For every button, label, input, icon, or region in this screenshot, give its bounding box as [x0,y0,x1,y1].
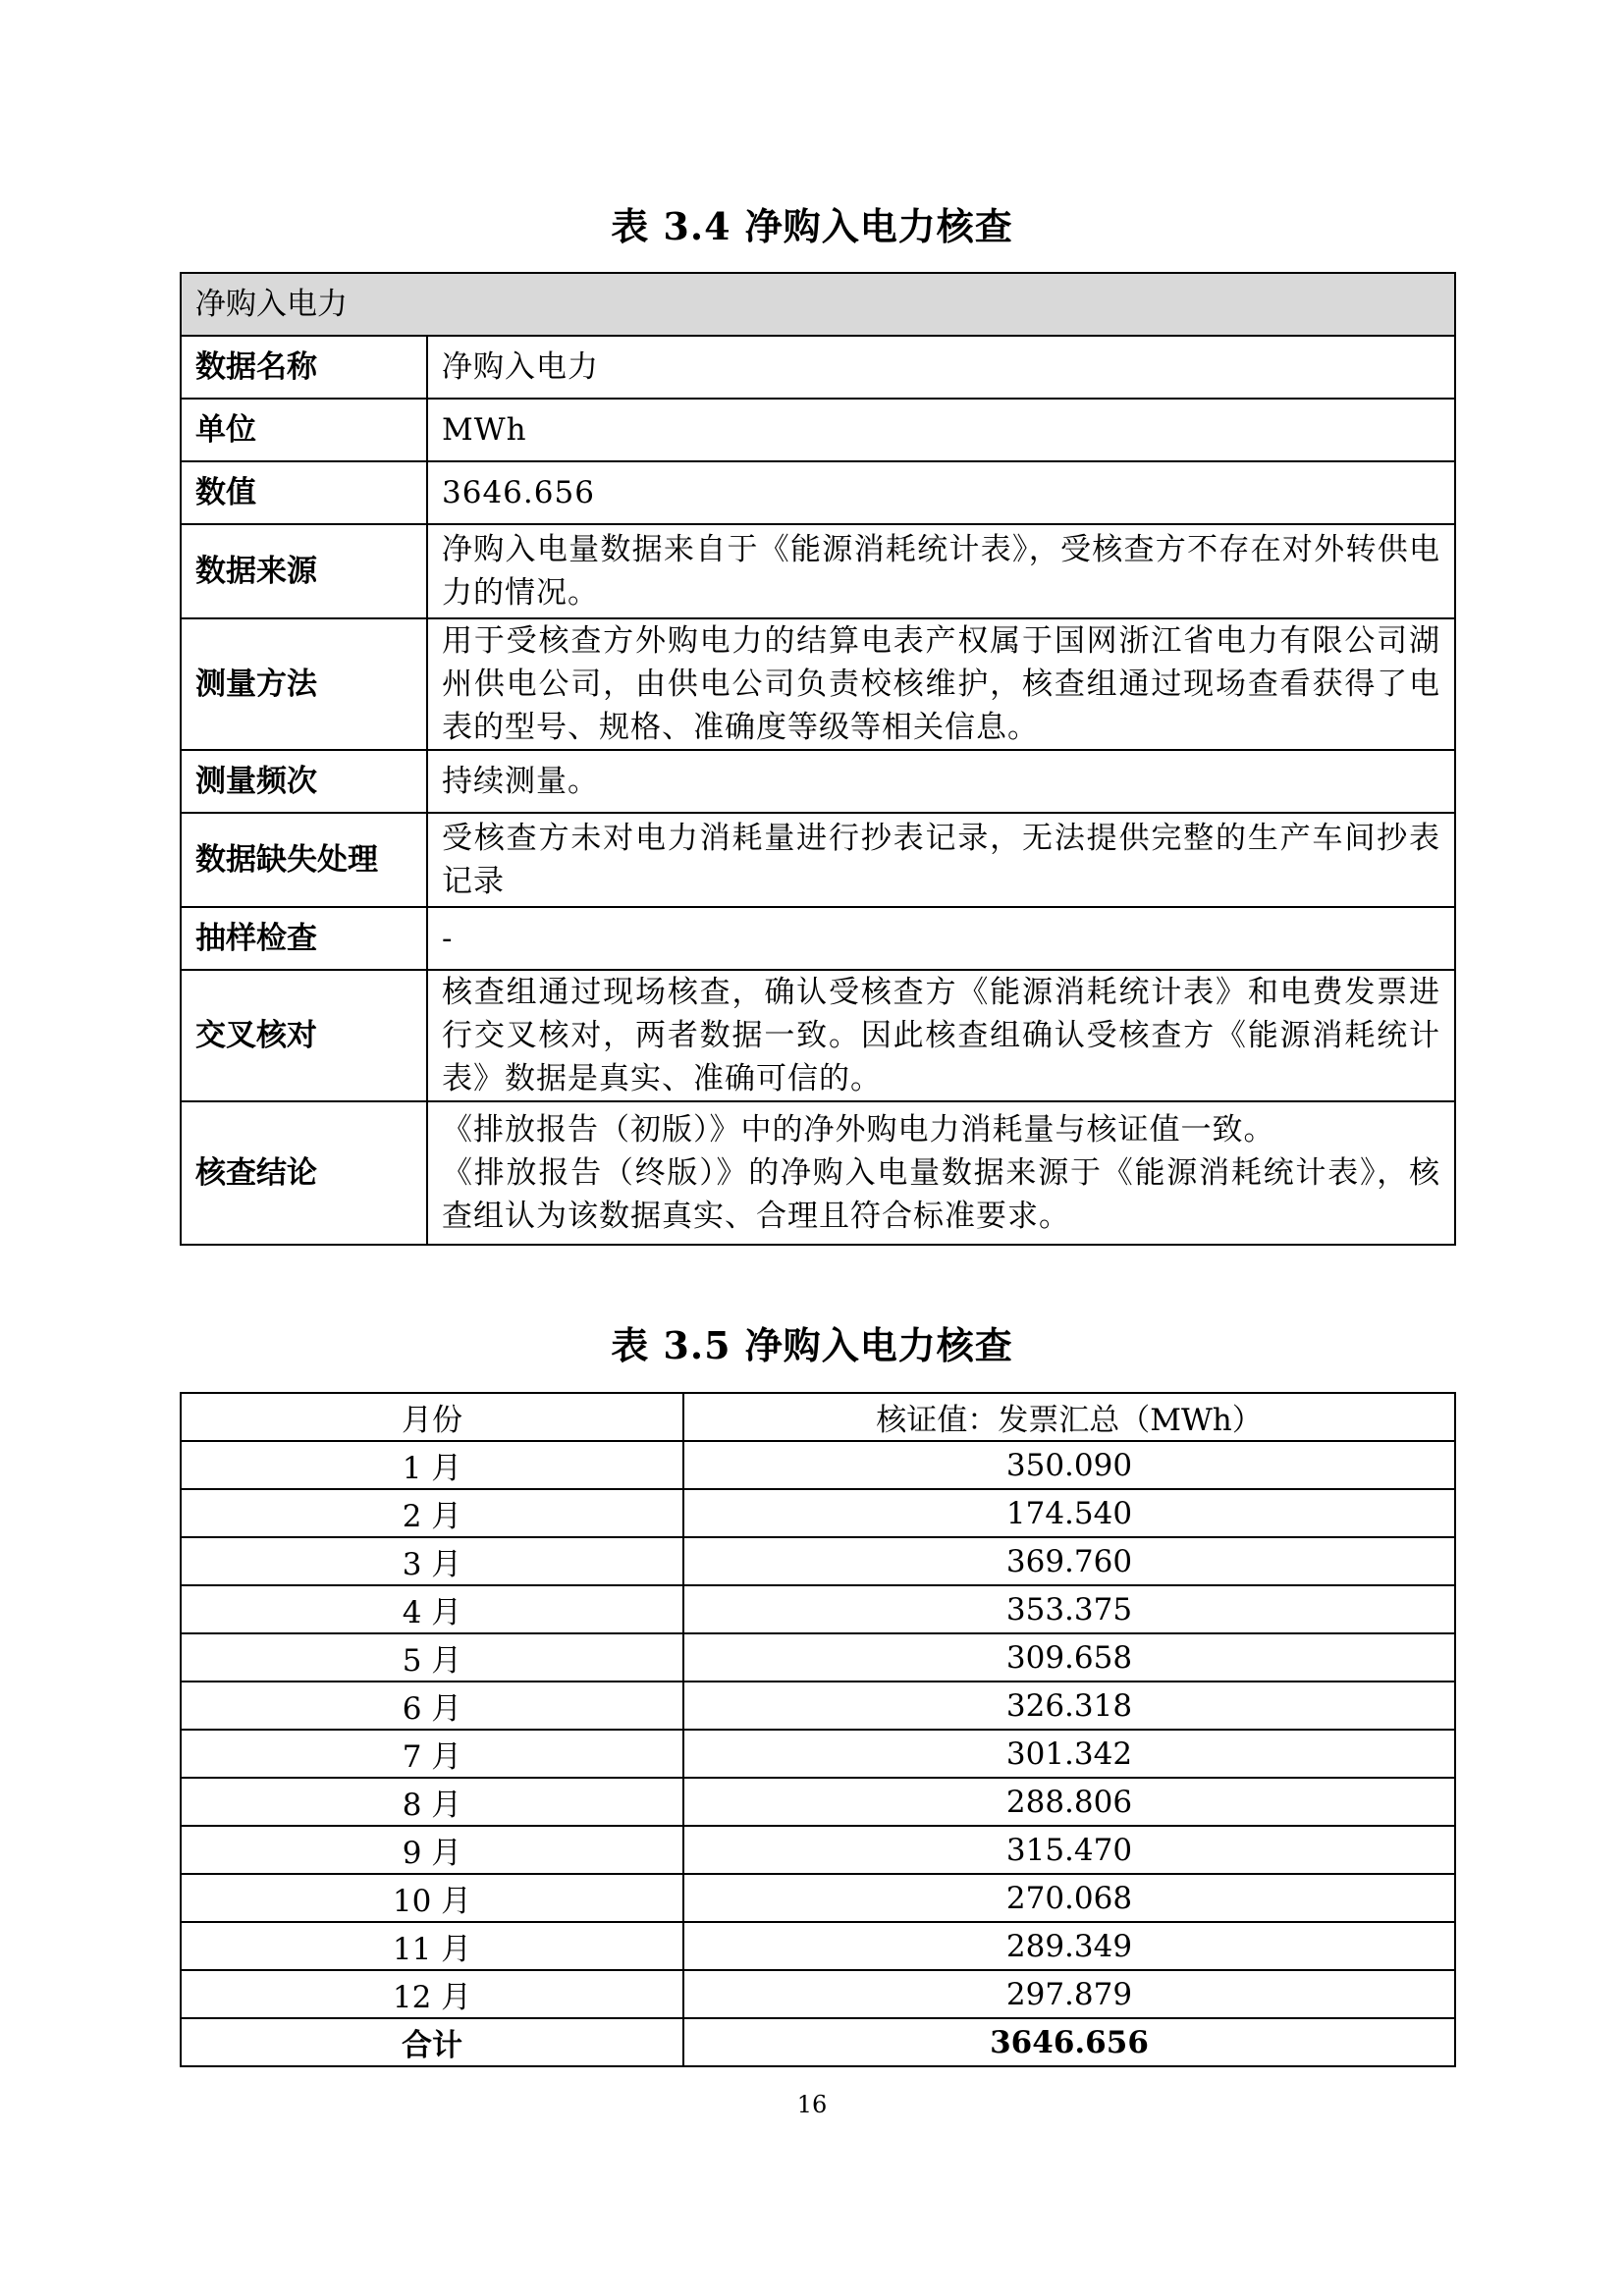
table-row [181,1633,1455,1682]
table-row [181,1489,1455,1537]
section-header: 净购入电力 [181,273,1455,336]
conclusion-paragraph-final: 《排放报告（终版）》的净购入电量数据来源于《能源消耗统计表》，核查组认为该数据真实、合理且符合标准要求。 [442,1155,1440,1234]
month-cell: 7 月 [181,1730,683,1778]
table-row [181,461,1455,524]
net-purchased-electricity-check-table [180,272,1456,1246]
row-value: 用于受核查方外购电力的结算电表产权属于国网浙江省电力有限公司湖州供电公司，由供电公司负责校核维护，核查组通过现场查看获得了电表的型号、规格、准确度等级等相关信息。 [427,618,1455,750]
row-label: 数据缺失处理 [181,813,427,907]
row-label: 数据来源 [181,524,427,618]
column-header-month: 月份 [181,1393,683,1441]
row-value: MWh [427,399,1455,461]
month-cell: 11 月 [181,1922,683,1970]
table-row [181,1970,1455,2018]
value-cell: 288.806 [683,1778,1455,1826]
table-row [181,336,1455,399]
month-cell: 6 月 [181,1682,683,1730]
value-cell: 270.068 [683,1874,1455,1922]
row-value: 核查组通过现场核查，确认受核查方《能源消耗统计表》和电费发票进行交叉核对，两者数据一致。因此核查组确认受核查方《能源消耗统计表》数据是真实、准确可信的。 [427,970,1455,1101]
table-row [181,524,1455,618]
value-cell: 309.658 [683,1633,1455,1682]
table-row [181,1778,1455,1826]
table-row [181,970,1455,1101]
row-value: 3646.656 [427,461,1455,524]
value-cell: 353.375 [683,1585,1455,1633]
value-cell: 174.540 [683,1489,1455,1537]
row-value [427,1101,1455,1245]
row-value: 受核查方未对电力消耗量进行抄表记录，无法提供完整的生产车间抄表记录 [427,813,1455,907]
table-row [181,1585,1455,1633]
row-label: 抽样检查 [181,907,427,970]
page-number: 16 [796,2091,828,2118]
value-cell: 369.760 [683,1537,1455,1585]
row-label: 测量频次 [181,750,427,813]
row-label: 测量方法 [181,618,427,750]
month-cell: 12 月 [181,1970,683,2018]
conclusion-paragraph-initial: 《排放报告（初版）》中的净外购电力消耗量与核证值一致。 [442,1112,1275,1148]
table-row [181,273,1455,336]
value-cell: 326.318 [683,1682,1455,1730]
value-cell: 350.090 [683,1441,1455,1489]
month-cell: 3 月 [181,1537,683,1585]
row-label: 数值 [181,461,427,524]
value-cell: 315.470 [683,1826,1455,1874]
table-row [181,399,1455,461]
table-caption-3-5: 表 3.5 净购入电力核查 [611,1323,1013,1367]
table-row [181,750,1455,813]
table-row [181,1441,1455,1489]
table-row [181,618,1455,750]
row-label: 交叉核对 [181,970,427,1101]
monthly-electricity-invoice-table [180,1392,1456,2067]
total-label-cell: 合计 [181,2018,683,2066]
month-cell: 9 月 [181,1826,683,1874]
month-cell: 2 月 [181,1489,683,1537]
row-value: 持续测量。 [427,750,1455,813]
row-value: 净购入电力 [427,336,1455,399]
value-cell: 289.349 [683,1922,1455,1970]
month-cell: 4 月 [181,1585,683,1633]
row-value: - [427,907,1455,970]
row-label: 数据名称 [181,336,427,399]
table-row [181,813,1455,907]
table-row [181,1101,1455,1245]
table-row [181,1537,1455,1585]
table-row [181,1922,1455,1970]
table-row [181,1826,1455,1874]
table-row [181,1730,1455,1778]
total-row [181,2018,1455,2066]
row-label: 单位 [181,399,427,461]
row-label: 核查结论 [181,1101,427,1245]
table-row [181,907,1455,970]
table-row [181,1874,1455,1922]
table-caption-3-4: 表 3.4 净购入电力核查 [611,204,1013,248]
table-header-row [181,1393,1455,1441]
column-header-verified-value: 核证值：发票汇总（MWh） [683,1393,1455,1441]
value-cell: 297.879 [683,1970,1455,2018]
table-row [181,1682,1455,1730]
month-cell: 8 月 [181,1778,683,1826]
value-cell: 301.342 [683,1730,1455,1778]
total-value-cell: 3646.656 [683,2018,1455,2066]
month-cell: 5 月 [181,1633,683,1682]
month-cell: 1 月 [181,1441,683,1489]
row-value: 净购入电量数据来自于《能源消耗统计表》，受核查方不存在对外转供电力的情况。 [427,524,1455,618]
month-cell: 10 月 [181,1874,683,1922]
